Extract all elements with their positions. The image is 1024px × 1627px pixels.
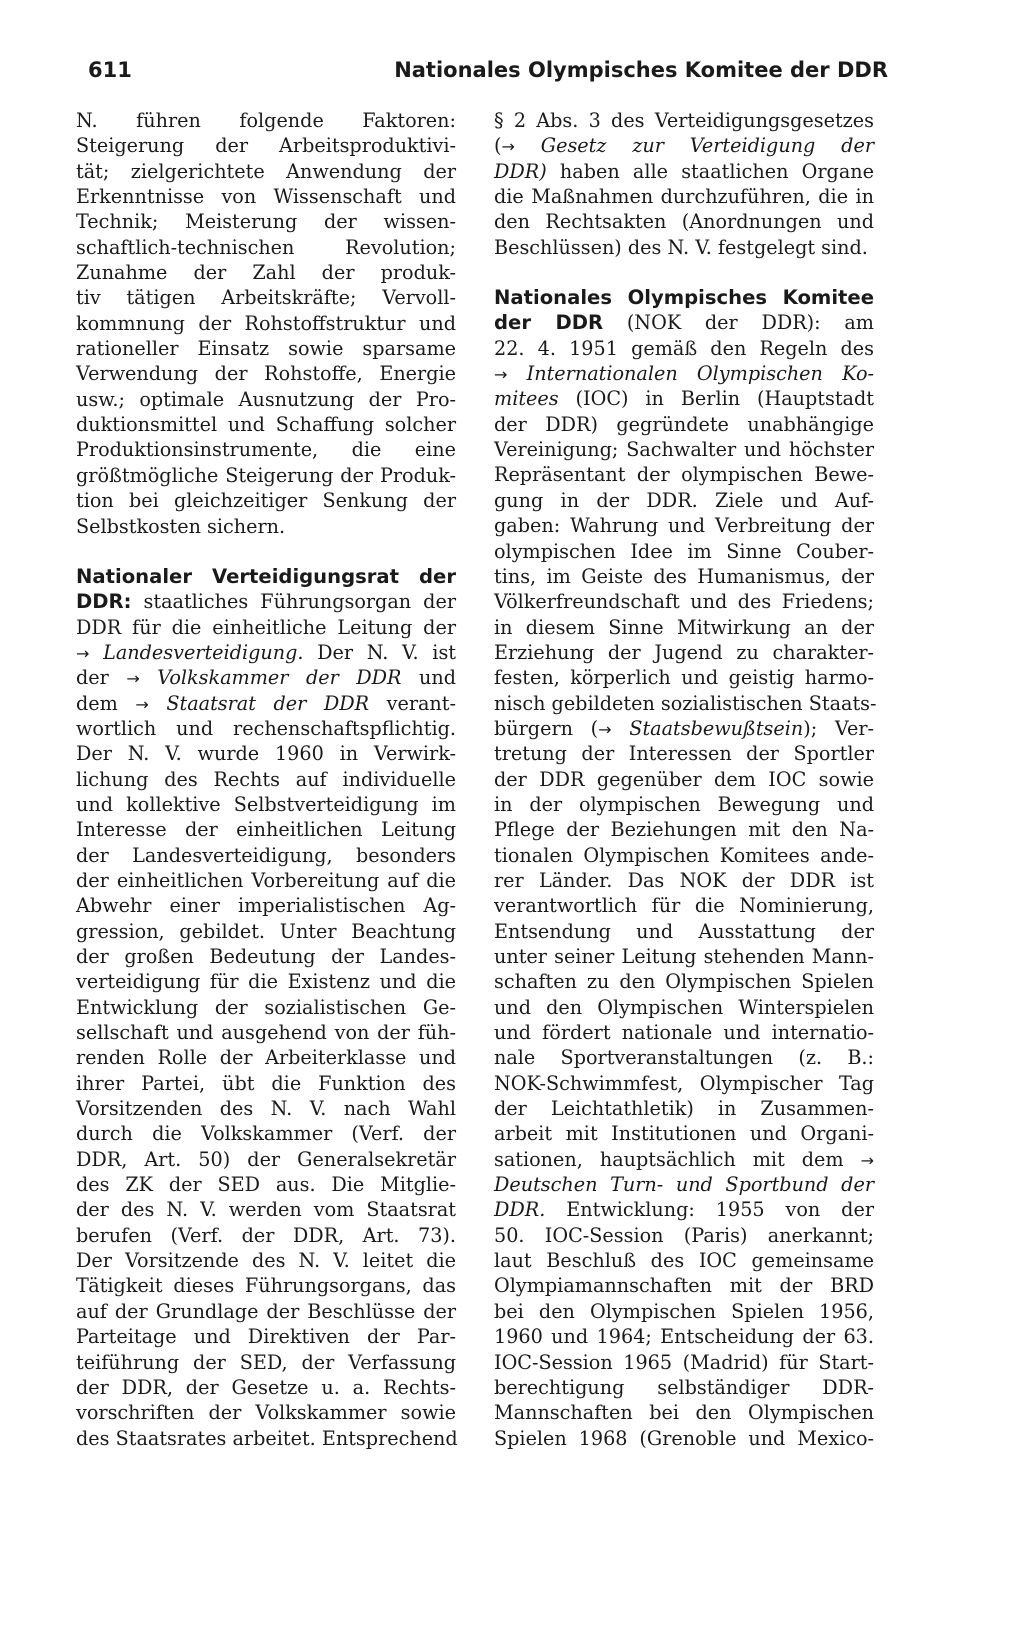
page-header — [88, 58, 888, 98]
entry-headword: Nationaler Verteidigungsrat der — [76, 564, 456, 588]
cross-reference-dtsb: DDR. — [494, 1198, 546, 1222]
text-line: der DDR) gegründete unabhängige — [494, 412, 874, 436]
text-line: schaften zu den Olympischen Spielen — [494, 970, 874, 994]
text-line: festen, körperlich und geistig harmo- — [494, 666, 874, 690]
text-line: der DDR gegenüber dem IOC sowie — [494, 767, 874, 791]
right-column — [494, 108, 877, 1451]
text-line: teiführung der SED, der Verfassung — [76, 1350, 456, 1374]
text-line: Repräsentant der olympischen Bewe- — [494, 463, 874, 487]
text-line: vorschriften der Volkskammer sowie — [76, 1401, 456, 1425]
text-line: Parteitage und Direktiven der Par- — [76, 1325, 456, 1349]
text-line: Steigerung der Arbeitsproduktivi- — [76, 134, 456, 158]
cross-reference-dtsb: Deutschen Turn- und Sportbund der — [494, 1173, 874, 1197]
text-line: in diesem Sinne Mitwirkung an der — [494, 615, 874, 639]
entry-headword: der DDR — [494, 311, 604, 335]
cross-reference-arrow-icon: → — [494, 365, 508, 385]
text-line: berufen (Verf. der DDR, Art. 73). — [76, 1223, 456, 1247]
text-line: in der olympischen Bewegung und — [494, 792, 874, 816]
text-line: bürgern (→ Staatsbewußtsein); Ver- — [494, 716, 874, 740]
text-line: Tätigkeit dieses Führungsorgans, das — [76, 1274, 456, 1298]
text-line: durch die Volkskammer (Verf. der — [76, 1122, 456, 1146]
text-line: des Staatsrates arbeitet. Entsprechend — [76, 1426, 458, 1450]
text-line: lichung des Rechts auf individuelle — [76, 767, 456, 791]
text-line: § 2 Abs. 3 des Verteidigungsgesetzes — [494, 109, 874, 132]
text-line: sellschaft und ausgehend von der füh- — [76, 1021, 456, 1045]
text-line: tion bei gleichzeitiger Senkung der — [76, 489, 456, 513]
text-line: Vorsitzenden des N. V. nach Wahl — [76, 1097, 456, 1121]
cross-reference-arrow-icon: → — [135, 694, 149, 714]
text-line: tretung der Interessen der Sportler — [494, 742, 874, 766]
text-line: dem → Staatsrat der DDR verant- — [76, 691, 456, 715]
text-line — [494, 361, 874, 386]
text-line: Zunahme der Zahl der produk- — [76, 261, 456, 285]
text-line: die Maßnahmen durchzuführen, die in — [494, 185, 874, 209]
cross-reference-ioc: Internationalen Olympischen Ko- — [526, 362, 874, 386]
text-line: verantwortlich für die Nominierung, — [494, 894, 874, 918]
text-line: (→ Gesetz zur Verteidigung der — [494, 134, 874, 158]
left-column — [76, 108, 456, 1451]
cross-reference-gesetz: Gesetz zur Verteidigung der — [540, 134, 874, 158]
text-line: DDR für die einheitliche Leitung der — [76, 615, 456, 639]
text-line: größtmögliche Steigerung der Produk- — [76, 463, 456, 487]
text-line: des ZK der SED aus. Die Mitglie- — [76, 1173, 456, 1197]
text-line: Völkerfreundschaft und des Friedens; — [494, 590, 874, 614]
text-line: IOC-Session 1965 (Madrid) für Start- — [494, 1350, 874, 1374]
text-line: verteidigung für die Existenz und die — [76, 970, 456, 994]
entry-nok — [494, 285, 877, 1451]
cross-reference-arrow-icon: → — [76, 643, 90, 663]
cross-reference-gesetz: DDR) — [494, 159, 547, 183]
text-line: gung in der DDR. Ziele und Auf- — [494, 488, 874, 512]
text-line: Beschlüssen) des N. V. festgelegt sind. — [494, 235, 868, 259]
cross-reference-arrow-icon: → — [860, 1150, 874, 1170]
text-line: DDR, Art. 50) der Generalsekretär — [76, 1147, 456, 1171]
text-line: kommnung der Rohstoffstruktur und — [76, 311, 456, 335]
text-line: ihrer Partei, übt die Funktion des — [76, 1071, 456, 1095]
text-line: Technik; Meisterung der wissen- — [76, 210, 456, 234]
text-line: laut Beschluß des IOC gemeinsame — [494, 1249, 874, 1273]
cross-reference-staatsrat: Staatsrat der DDR — [166, 691, 370, 715]
text-line: gression, gebildet. Unter Beachtung — [76, 919, 456, 943]
text-line: den Rechtsakten (Anordnungen und — [494, 210, 874, 234]
text-line: der einheitlichen Vorbereitung auf die — [76, 868, 456, 892]
text-line: und kollektive Selbstverteidigung im — [76, 792, 456, 816]
text-line: der DDR, der Gesetze u. a. Rechts- — [76, 1375, 456, 1399]
text-line: 22. 4. 1951 gemäß den Regeln des — [494, 336, 874, 360]
text-line: Der N. V. wurde 1960 in Verwirk- — [76, 742, 456, 766]
entry-headword: DDR: — [76, 590, 132, 614]
text-line: NOK-Schwimmfest, Olympischer Tag — [494, 1071, 874, 1095]
text-line: mitees (IOC) in Berlin (Hauptstadt — [494, 387, 874, 411]
text-line: rer Länder. Das NOK der DDR ist — [494, 868, 874, 892]
text-line: Selbstkosten sichern. — [76, 514, 286, 538]
cross-reference-staatsbewusstsein: Staatsbewußtsein — [629, 716, 804, 740]
page-number: 611 — [88, 58, 132, 82]
text-line: DDR: staatliches Führungsorgan der — [76, 590, 456, 614]
running-head: Nationales Olympisches Komitee der DDR — [394, 58, 888, 82]
text-line: Entsendung und Ausstattung der — [494, 919, 874, 943]
cross-reference-arrow-icon: → — [598, 719, 612, 739]
text-line: unter seiner Leitung stehenden Mann- — [494, 945, 874, 968]
text-line: Interesse der einheitlichen Leitung — [76, 818, 456, 842]
text-line: arbeit mit Institutionen und Organi- — [494, 1122, 874, 1146]
text-line: und fördert nationale und internatio- — [494, 1021, 874, 1045]
text-line: der Landesverteidigung, besonders — [76, 843, 456, 867]
text-line: Vereinigung; Sachwalter und höchster — [494, 438, 874, 462]
text-line: der → Volkskammer der DDR und — [76, 666, 456, 690]
text-line: nisch gebildeten sozialistischen Staats- — [494, 691, 877, 715]
text-line: Verwendung der Rohstoffe, Energie — [76, 362, 456, 386]
text-line: duktionsmittel und Schaffung solcher — [76, 413, 456, 437]
text-line: Olympiamannschaften mit der BRD — [494, 1274, 874, 1298]
text-line: schaftlich-technischen Revolution; — [76, 235, 456, 259]
text-line: Mannschaften bei den Olympischen — [494, 1401, 874, 1425]
cross-reference-landesverteidigung: Landesverteidigung. — [103, 640, 304, 664]
text-line: der des N. V. werden vom Staatsrat — [76, 1198, 456, 1222]
text-line: N. führen folgende Faktoren: — [76, 109, 456, 132]
text-line: nale Sportveranstaltungen (z. B.: — [494, 1046, 874, 1070]
text-line: Abwehr einer imperialistischen Ag- — [76, 894, 456, 918]
text-line: berechtigung selbständiger DDR- — [494, 1375, 874, 1399]
entry-headword: Nationales Olympisches Komitee — [494, 286, 874, 310]
text-line: gaben: Wahrung und Verbreitung der — [494, 514, 874, 538]
text-line: 1960 und 1964; Entscheidung der 63. — [494, 1325, 874, 1349]
cross-reference-volkskammer: Volkskammer der DDR — [157, 666, 402, 690]
text-line: und den Olympischen Winterspielen — [494, 995, 874, 1019]
text-line: Erziehung der Jugend zu charakter- — [494, 640, 874, 664]
text-line: der Leichtathletik) in Zusammen- — [494, 1097, 874, 1121]
text-line: Entwicklung der sozialistischen Ge- — [76, 995, 456, 1019]
text-line: bei den Olympischen Spielen 1956, — [494, 1299, 874, 1323]
text-line: der DDR (NOK der DDR): am — [494, 311, 874, 335]
text-line: tionalen Olympischen Komitees ande- — [494, 843, 874, 867]
text-line: Der Vorsitzende des N. V. leitet die — [76, 1249, 456, 1273]
text-line: Produktionsinstrumente, die eine — [76, 438, 456, 462]
text-line: 50. IOC-Session (Paris) anerkannt; — [494, 1223, 874, 1247]
text-line: sationen, hauptsächlich mit dem → — [494, 1147, 874, 1171]
entry-verteidigungsrat — [76, 564, 456, 1451]
cross-reference-arrow-icon: → — [501, 137, 515, 157]
text-line: rationeller Einsatz sowie sparsame — [76, 337, 456, 361]
text-line: olympischen Idee im Sinne Couber- — [494, 539, 874, 563]
paragraph-continuation — [76, 108, 456, 539]
paragraph-continuation — [494, 108, 874, 260]
text-line: tät; zielgerichtete Anwendung der — [76, 159, 456, 183]
text-line: tins, im Geiste des Humanismus, der — [494, 564, 874, 588]
text-line: renden Rolle der Arbeiterklasse und — [76, 1046, 456, 1070]
cross-reference-arrow-icon: → — [126, 669, 140, 689]
text-line: Spielen 1968 (Grenoble und Mexico- — [494, 1426, 874, 1450]
text-line: wortlich und rechenschaftspflichtig. — [76, 716, 456, 740]
text-line: Erkenntnisse von Wissenschaft und — [76, 185, 456, 209]
text-line: DDR. Entwicklung: 1955 von der — [494, 1198, 874, 1222]
text-line — [494, 1172, 874, 1197]
text-line: auf der Grundlage der Beschlüsse der — [76, 1299, 456, 1323]
text-line: usw.; optimale Ausnutzung der Pro- — [76, 387, 456, 411]
text-line: der großen Bedeutung der Landes- — [76, 945, 456, 968]
text-line: DDR) haben alle staatlichen Organe — [494, 159, 874, 183]
text-line: Pflege der Beziehungen mit den Na- — [494, 818, 874, 842]
text-line: tiv tätigen Arbeitskräfte; Vervoll- — [76, 286, 456, 310]
text-line: → Landesverteidigung. Der N. V. ist — [76, 640, 456, 664]
cross-reference-ioc: mitees — [494, 387, 559, 411]
